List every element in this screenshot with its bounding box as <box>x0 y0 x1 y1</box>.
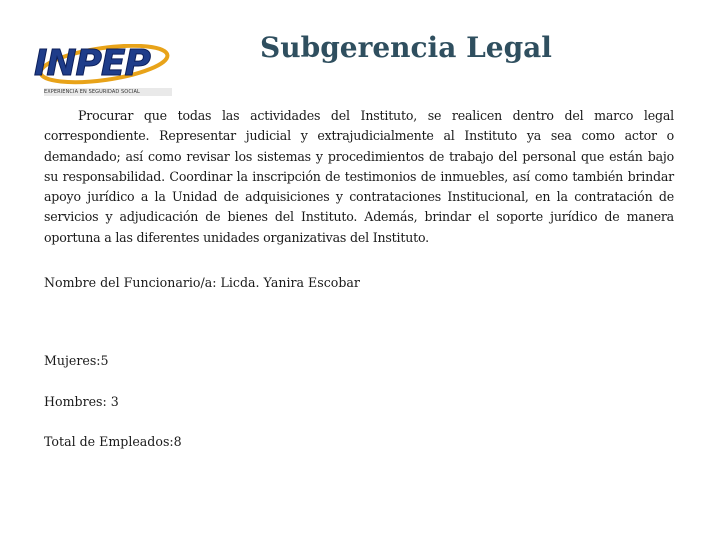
official-name: Nombre del Funcionario/a: Licda. Yanira Escobar <box>44 275 360 290</box>
total-employees: Total de Empleados:8 <box>44 434 182 449</box>
men-count: Hombres: 3 <box>44 394 119 409</box>
women-count: Mujeres:5 <box>44 353 109 368</box>
logo-tagline: EXPERIENCIA EN SEGURIDAD SOCIAL <box>44 88 172 96</box>
inpep-logo <box>34 44 170 100</box>
department-description: Procurar que todas las actividades del Instituto, se realicen dentro del marco legal correspondiente. Representar judicial y extrajudicialmente al Instituto ya sea como actor o demandado; así como revisar los sistemas y procedimientos de trabajo del personal que están bajo su responsabilidad. Coordinar la inscripción de testimonios de inmuebles, así como también brindar apoyo jurídico a la Unidad de adquisiciones y contrataciones Institucional, en la contratación de servicios y adjudicación de bienes del Instituto. Además, brindar el soporte jurídico de manera oportuna a las diferentes unidades organizativas del Instituto. <box>44 108 674 245</box>
page-title: Subgerencia Legal <box>260 31 552 64</box>
logo-wordmark: INPEP <box>34 44 150 84</box>
